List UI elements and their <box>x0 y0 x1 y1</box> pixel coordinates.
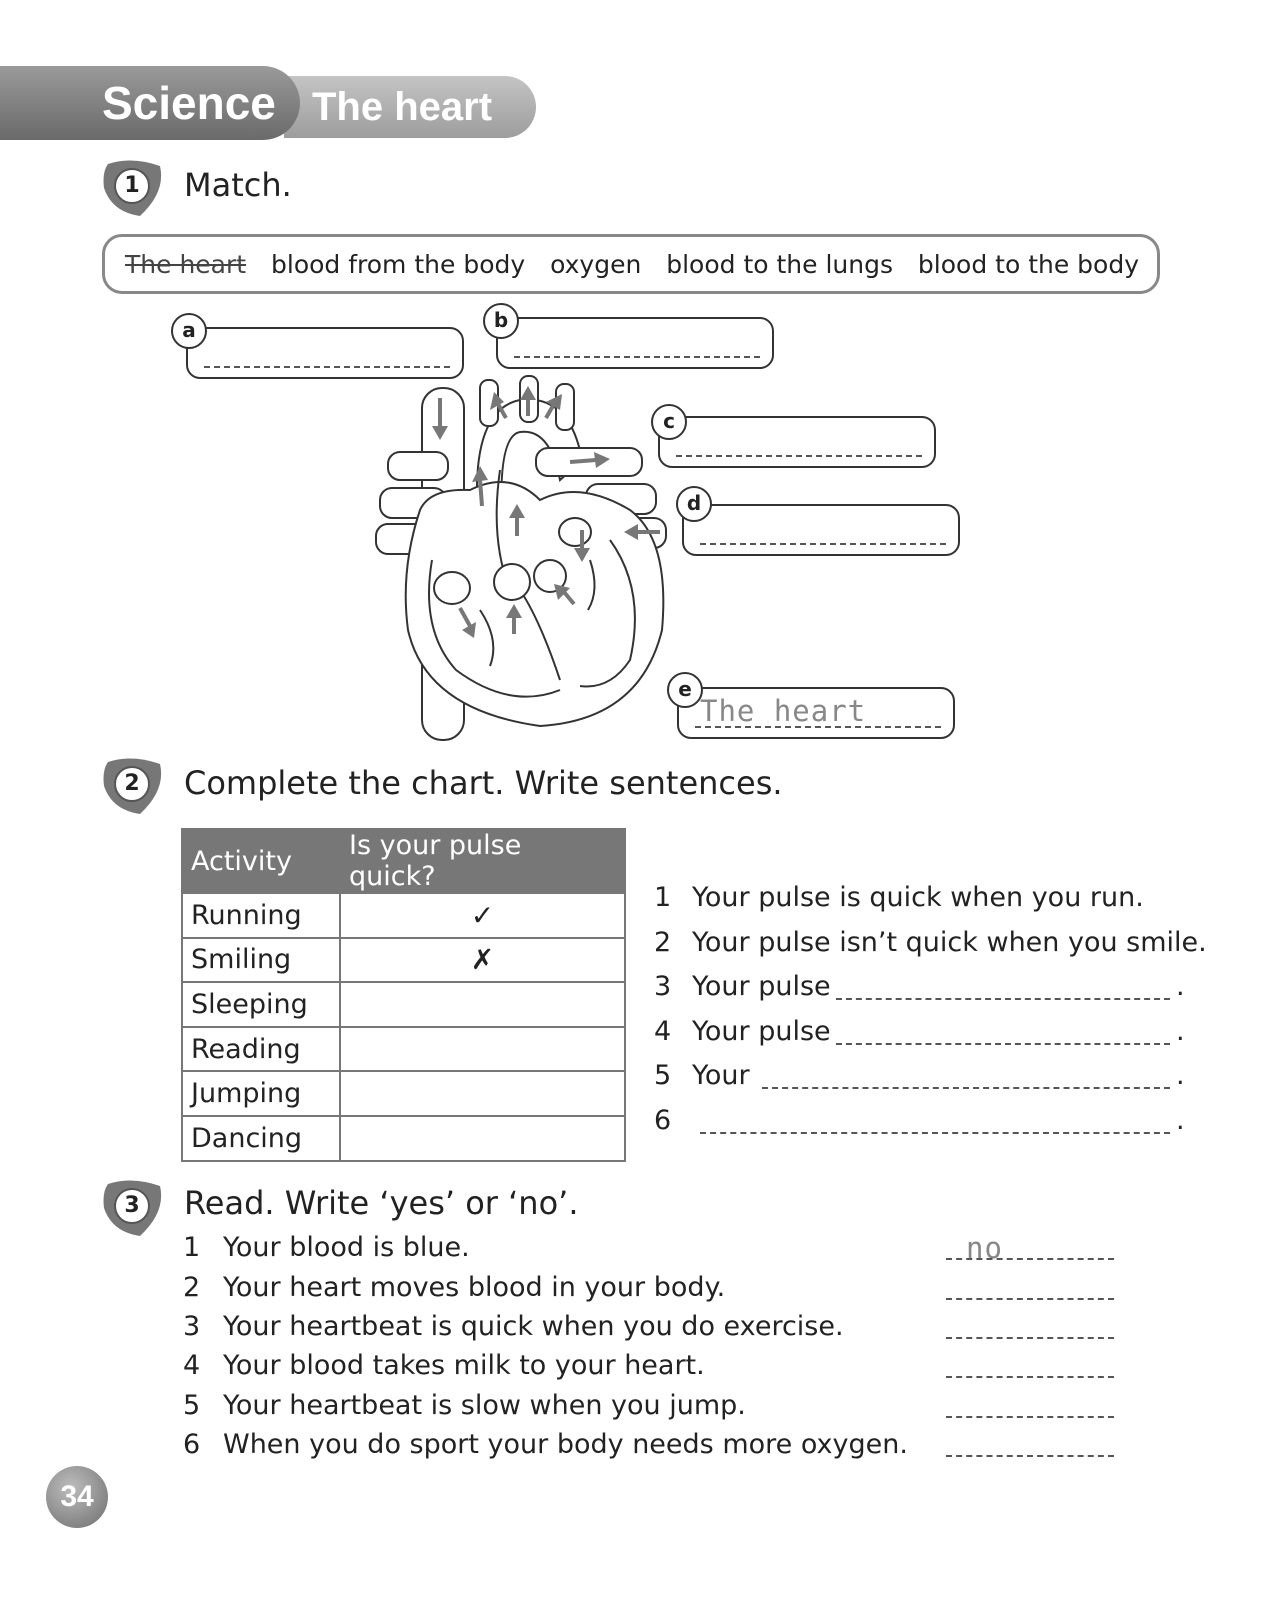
sentence-end-dot: . <box>1176 1105 1185 1136</box>
question-number: 4 <box>183 1350 201 1381</box>
answer-1-blank[interactable] <box>946 1258 1114 1260</box>
sentence-text: Your pulse is quick when you run. <box>692 882 1144 913</box>
chart-header: Is your pulse quick? <box>340 829 625 893</box>
label-marker-e: e <box>667 672 703 708</box>
sentence-6-blank[interactable] <box>700 1132 1170 1134</box>
pulse-cell[interactable] <box>340 1027 625 1072</box>
answer-3-blank[interactable] <box>946 1337 1114 1339</box>
label-marker-a: a <box>171 313 207 349</box>
question-text: When you do sport your body needs more oxygen. <box>223 1429 908 1460</box>
word-bank-item: blood to the body <box>917 249 1139 279</box>
sentence-end-dot: . <box>1176 1016 1185 1047</box>
subject-banner: Science <box>0 66 300 140</box>
exercise-3-badge <box>100 1178 164 1240</box>
activity-cell: Jumping <box>182 1071 340 1116</box>
sentence-text: Your pulse isn’t quick when you smile. <box>692 927 1207 958</box>
sentence-5 <box>654 1060 750 1091</box>
topic-banner: The heart <box>284 76 536 138</box>
pulse-cell[interactable]: ✗ <box>340 938 625 983</box>
pulse-cell[interactable]: ✓ <box>340 893 625 938</box>
label-box-c[interactable] <box>658 416 936 468</box>
answer-2-blank[interactable] <box>946 1298 1114 1300</box>
question-number: 3 <box>183 1311 201 1342</box>
word-bank-item: blood from the body <box>271 249 526 279</box>
exercise-number: 1 <box>114 168 150 204</box>
sentence-3 <box>654 971 831 1002</box>
table-row <box>182 893 625 938</box>
question-6 <box>183 1429 908 1460</box>
sentence-end-dot: . <box>1176 971 1185 1002</box>
pulse-cell[interactable] <box>340 1071 625 1116</box>
page-number: 34 <box>46 1466 108 1528</box>
activity-cell: Running <box>182 893 340 938</box>
sentence-number: 3 <box>654 971 672 1002</box>
sentence-number: 1 <box>654 882 672 913</box>
sentence-4-blank[interactable] <box>836 1043 1170 1045</box>
label-marker-b: b <box>483 303 519 339</box>
word-bank-item: The heart <box>125 249 247 279</box>
label-box-b[interactable] <box>496 317 774 369</box>
label-marker-d: d <box>676 486 712 522</box>
exercise-2-badge <box>100 756 164 818</box>
sentence-text: Your pulse <box>692 1016 831 1047</box>
sentence-text: Your pulse <box>692 971 831 1002</box>
pulse-cell[interactable] <box>340 1116 625 1161</box>
question-number: 5 <box>183 1390 201 1421</box>
exercise-number: 3 <box>114 1188 150 1224</box>
table-row <box>182 1071 625 1116</box>
answer-6-blank[interactable] <box>946 1455 1114 1457</box>
exercise-2-title: Complete the chart. Write sentences. <box>184 764 783 802</box>
answer-4-blank[interactable] <box>946 1376 1114 1378</box>
table-row <box>182 938 625 983</box>
question-4 <box>183 1350 705 1381</box>
exercise-3-title: Read. Write ‘yes’ or ‘no’. <box>184 1184 579 1222</box>
sentence-2 <box>654 927 1207 958</box>
question-3 <box>183 1311 844 1342</box>
exercise-1-title: Match. <box>184 166 292 204</box>
activity-cell: Smiling <box>182 938 340 983</box>
activity-cell: Dancing <box>182 1116 340 1161</box>
sentence-number: 5 <box>654 1060 672 1091</box>
heart-diagram <box>360 370 680 750</box>
activity-cell: Sleeping <box>182 982 340 1027</box>
question-text: Your heartbeat is quick when you do exercise. <box>223 1311 844 1342</box>
question-text: Your blood is blue. <box>223 1232 470 1263</box>
question-text: Your heart moves blood in your body. <box>223 1272 726 1303</box>
chart-header: Activity <box>182 829 340 893</box>
word-bank <box>102 234 1160 294</box>
sentence-number: 4 <box>654 1016 672 1047</box>
pulse-chart <box>181 828 626 1162</box>
question-2 <box>183 1272 725 1303</box>
pulse-cell[interactable] <box>340 982 625 1027</box>
sentence-3-blank[interactable] <box>836 998 1170 1000</box>
table-row <box>182 1116 625 1161</box>
label-box-a[interactable] <box>186 327 464 379</box>
exercise-1-badge <box>100 158 164 220</box>
question-1 <box>183 1232 470 1263</box>
word-bank-item: oxygen <box>550 249 642 279</box>
answer-1-text: no <box>966 1231 1003 1265</box>
question-5 <box>183 1390 746 1421</box>
question-number: 2 <box>183 1272 201 1303</box>
exercise-number: 2 <box>114 766 150 802</box>
question-text: Your heartbeat is slow when you jump. <box>223 1390 746 1421</box>
sentence-5-blank[interactable] <box>762 1087 1170 1089</box>
question-text: Your blood takes milk to your heart. <box>223 1350 705 1381</box>
word-bank-item: blood to the lungs <box>666 249 893 279</box>
sentence-4 <box>654 1016 831 1047</box>
label-marker-c: c <box>651 404 687 440</box>
sentence-end-dot: . <box>1176 1060 1185 1091</box>
activity-cell: Reading <box>182 1027 340 1072</box>
table-row <box>182 1027 625 1072</box>
sentence-number: 2 <box>654 927 672 958</box>
label-e-answer: The heart <box>700 694 867 728</box>
sentence-number: 6 <box>654 1105 672 1136</box>
question-number: 6 <box>183 1429 201 1460</box>
sentence-text: Your <box>692 1060 750 1091</box>
sentence-1 <box>654 882 1144 913</box>
label-box-d[interactable] <box>682 504 960 556</box>
question-number: 1 <box>183 1232 201 1263</box>
answer-5-blank[interactable] <box>946 1416 1114 1418</box>
table-row <box>182 982 625 1027</box>
sentence-6 <box>654 1105 692 1136</box>
